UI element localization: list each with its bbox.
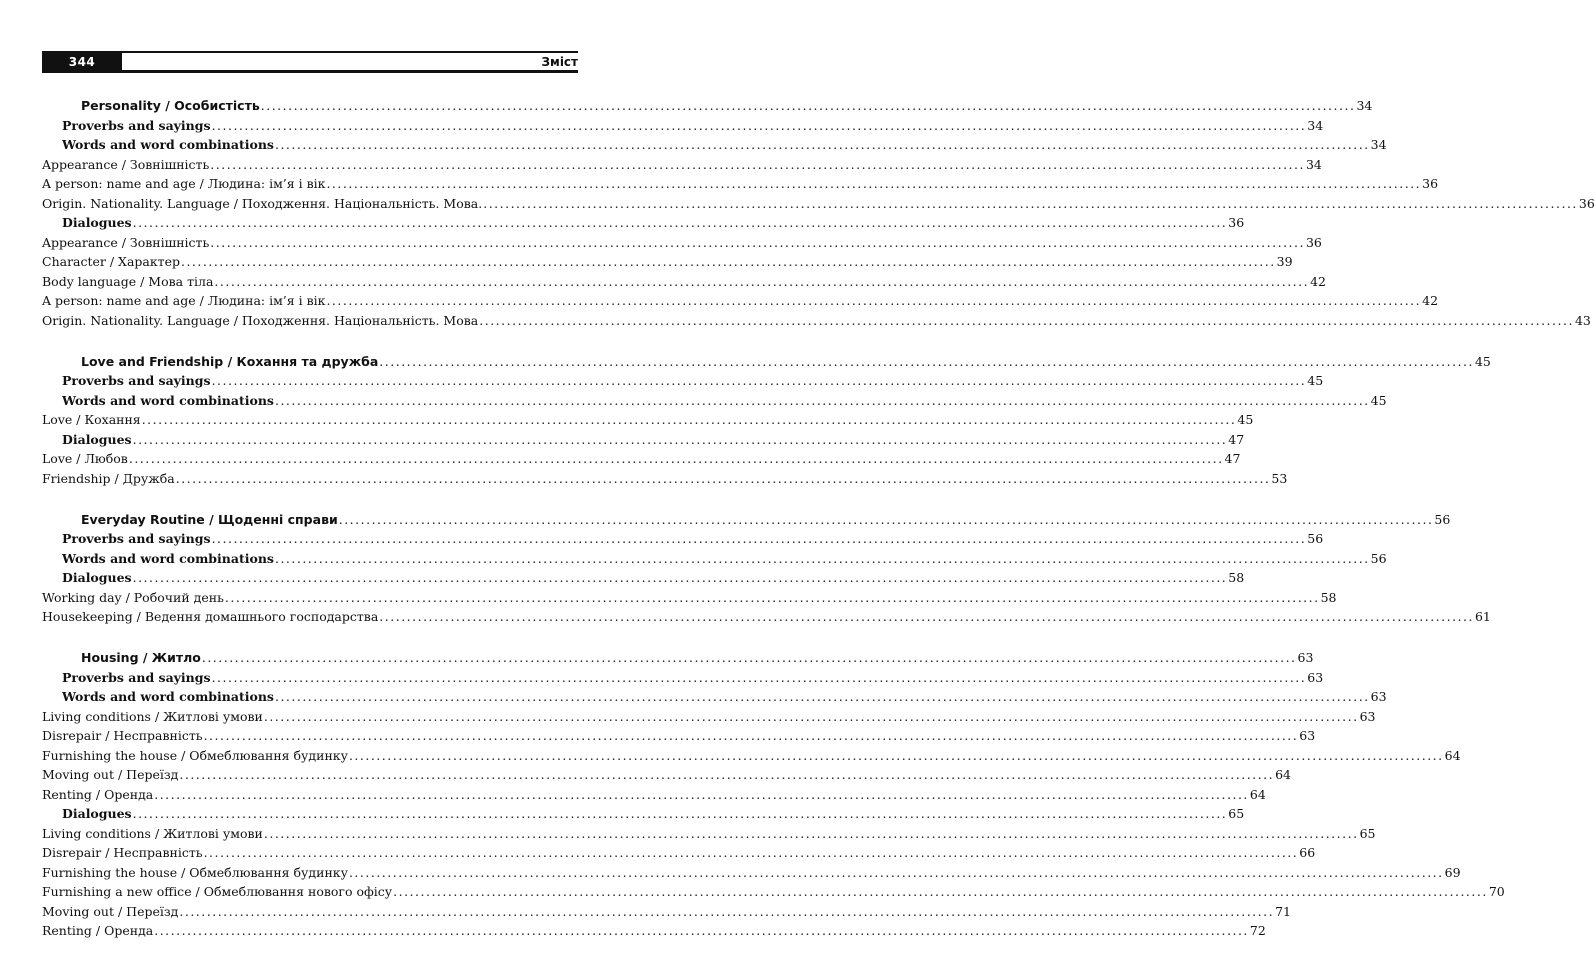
toc-entry-label: Appearance / Зовнішність [42, 156, 210, 172]
toc-entry[interactable] [42, 449, 1241, 469]
dot-leader: ........................................................................................................................................................................................................ [274, 689, 1370, 704]
toc-page-number: 61 [1474, 609, 1491, 624]
toc-section-heading[interactable] [42, 648, 1314, 668]
toc-entry-label: Love and Friendship / Кохання та дружба [81, 353, 379, 369]
toc-entry-label: Furnishing a new office / Обмеблювання нового офісу [42, 884, 393, 899]
toc-section [42, 648, 1505, 941]
dot-leader: ........................................................................................................................................................................................................ [132, 215, 1228, 230]
dot-leader: ........................................................................................................................................................................................................ [379, 353, 1474, 369]
dot-leader: ........................................................................................................................................................................................................ [326, 176, 1422, 191]
toc-page-number: 56 [1370, 550, 1387, 566]
toc-page-number: 63 [1359, 708, 1376, 724]
toc-entry[interactable] [42, 921, 1266, 941]
table-of-contents [42, 96, 1595, 962]
toc-page-number: 36 [1305, 234, 1322, 250]
toc-entry-label: Everyday Routine / Щоденні справи [81, 511, 338, 527]
toc-entry[interactable] [42, 233, 1322, 253]
toc-page-number: 66 [1299, 845, 1316, 860]
toc-entry-label: Renting / Оренда [42, 786, 154, 802]
dot-leader: ........................................................................................................................................................................................................ [203, 845, 1299, 860]
toc-entry-label: Words and word combinations [62, 689, 274, 704]
toc-entry-label: Renting / Оренда [42, 923, 154, 938]
toc-section [42, 96, 1595, 330]
toc-page-number: 34 [1356, 98, 1373, 113]
dot-leader: ........................................................................................................................................................................................................ [214, 273, 1310, 289]
toc-subheading[interactable] [42, 668, 1324, 688]
dot-leader: ........................................................................................................................................................................................................ [203, 728, 1299, 743]
toc-page-number: 56 [1307, 531, 1324, 546]
toc-subheading[interactable] [42, 391, 1387, 411]
dot-leader: ........................................................................................................................................................................................................ [338, 511, 1434, 527]
toc-entry-label: Furnishing the house / Обмеблювання будинку [42, 864, 348, 880]
toc-entry-label: Dialogues [62, 570, 132, 585]
toc-page-number: 56 [1434, 511, 1451, 527]
toc-page-number: 64 [1444, 747, 1461, 763]
dot-leader: ........................................................................................................................................................................................................ [479, 312, 1574, 328]
toc-entry[interactable] [42, 707, 1376, 727]
dot-leader: ........................................................................................................................................................................................................ [211, 531, 1307, 546]
toc-page-number: 63 [1370, 689, 1387, 704]
toc-page-number: 42 [1422, 293, 1439, 308]
toc-entry-label: Origin. Nationality. Language / Походження. Національність. Мова [42, 312, 479, 328]
toc-entry[interactable] [42, 785, 1266, 805]
dot-leader: ........................................................................................................................................................................................................ [348, 747, 1444, 763]
dot-leader: ........................................................................................................................................................................................................ [260, 98, 1356, 113]
toc-page-number: 53 [1271, 470, 1288, 486]
toc-entry[interactable] [42, 863, 1461, 883]
toc-entry[interactable] [42, 843, 1316, 863]
dot-leader: ........................................................................................................................................................................................................ [211, 669, 1307, 685]
dot-leader: ........................................................................................................................................................................................................ [175, 470, 1271, 486]
toc-entry[interactable] [42, 252, 1293, 272]
toc-entry[interactable] [42, 410, 1254, 430]
toc-entry-label: Moving out / Переїзд [42, 903, 179, 919]
toc-page-number: 45 [1307, 373, 1324, 388]
toc-entry[interactable] [42, 588, 1337, 608]
toc-page-number: 65 [1359, 825, 1376, 841]
toc-page-number: 45 [1474, 353, 1491, 369]
toc-page-number: 47 [1228, 431, 1245, 447]
toc-subheading[interactable] [42, 687, 1387, 707]
dot-leader: ........................................................................................................................................................................................................ [274, 550, 1370, 566]
toc-entry[interactable] [42, 291, 1439, 311]
dot-leader: ........................................................................................................................................................................................................ [210, 156, 1305, 172]
toc-entry-label: Proverbs and sayings [62, 117, 211, 133]
toc-subheading[interactable] [42, 529, 1324, 549]
toc-entry[interactable] [42, 155, 1322, 175]
toc-page-number: 47 [1224, 451, 1241, 466]
toc-section-heading[interactable] [42, 510, 1451, 530]
dot-leader: ........................................................................................................................................................................................................ [393, 884, 1488, 899]
toc-page-number: 39 [1276, 254, 1293, 269]
toc-subheading[interactable] [42, 213, 1245, 233]
dot-leader: ........................................................................................................................................................................................................ [128, 451, 1224, 466]
toc-page-number: 34 [1305, 156, 1322, 172]
dot-leader: ........................................................................................................................................................................................................ [348, 864, 1444, 880]
dot-leader: ........................................................................................................................................................................................................ [132, 570, 1228, 585]
toc-page-number: 34 [1370, 137, 1387, 152]
toc-entry-label: Words and word combinations [62, 550, 274, 566]
toc-subheading[interactable] [42, 116, 1324, 136]
dot-leader: ........................................................................................................................................................................................................ [210, 234, 1305, 250]
toc-page-number: 64 [1275, 767, 1291, 782]
toc-entry[interactable] [42, 746, 1461, 766]
toc-entry-label: Disrepair / Несправність [42, 728, 203, 743]
toc-section-heading[interactable] [42, 96, 1373, 116]
toc-entry-label: Friendship / Дружба [42, 470, 175, 486]
toc-entry-label: Furnishing the house / Обмеблювання будинку [42, 747, 348, 763]
toc-entry[interactable] [42, 469, 1288, 489]
toc-entry-label: Dialogues [62, 431, 132, 447]
toc-page-number: 45 [1370, 392, 1387, 408]
toc-section [42, 510, 1491, 627]
dot-leader: ........................................................................................................................................................................................................ [274, 137, 1370, 152]
toc-entry-label: Moving out / Переїзд [42, 767, 179, 782]
toc-entry-label: Working day / Робочий день [42, 589, 224, 605]
toc-page-number: 63 [1307, 669, 1324, 685]
toc-page-number: 43 [1574, 312, 1591, 328]
toc-subheading[interactable] [42, 430, 1245, 450]
toc-entry-label: Proverbs and sayings [62, 373, 211, 388]
toc-entry[interactable] [42, 607, 1491, 627]
toc-page-number: 42 [1310, 273, 1326, 289]
toc-entry[interactable] [42, 882, 1505, 902]
toc-page-number: 69 [1444, 864, 1461, 880]
dot-leader: ........................................................................................................................................................................................................ [211, 373, 1307, 388]
dot-leader: ........................................................................................................................................................................................................ [379, 609, 1474, 624]
toc-entry-label: Proverbs and sayings [62, 669, 211, 685]
toc-page-number: 58 [1228, 570, 1245, 585]
running-header [42, 51, 578, 73]
toc-subheading[interactable] [42, 804, 1245, 824]
dot-leader: ........................................................................................................................................................................................................ [154, 923, 1249, 938]
toc-entry[interactable] [42, 272, 1326, 292]
dot-leader: ........................................................................................................................................................................................................ [141, 412, 1237, 427]
dot-leader: ........................................................................................................................................................................................................ [274, 392, 1370, 408]
toc-page-number: 64 [1249, 786, 1266, 802]
toc-entry-label: Dialogues [62, 215, 132, 230]
toc-entry-label: Housekeeping / Ведення домашнього господарства [42, 609, 379, 624]
page-number: 344 [42, 53, 122, 70]
toc-section-heading[interactable] [42, 352, 1491, 372]
toc-subheading[interactable] [42, 549, 1387, 569]
toc-entry-label: Character / Характер [42, 254, 180, 269]
toc-entry-label: Love / Любов [42, 451, 128, 466]
toc-entry-label: Housing / Житло [81, 650, 201, 665]
toc-entry-label: Words and word combinations [62, 137, 274, 152]
toc-entry[interactable] [42, 824, 1376, 844]
toc-section [42, 352, 1491, 489]
dot-leader: ........................................................................................................................................................................................................ [263, 825, 1359, 841]
dot-leader: ........................................................................................................................................................................................................ [179, 903, 1275, 919]
toc-page-number: 63 [1299, 728, 1316, 743]
toc-page-number: 72 [1249, 923, 1266, 938]
dot-leader: ........................................................................................................................................................................................................ [132, 431, 1228, 447]
toc-page-number: 70 [1488, 884, 1505, 899]
toc-page-number: 34 [1307, 117, 1324, 133]
toc-entry-label: Words and word combinations [62, 392, 274, 408]
toc-entry[interactable] [42, 194, 1595, 214]
toc-entry-label: A person: name and age / Людина: ім’я і вік [42, 293, 326, 308]
toc-entry-label: Proverbs and sayings [62, 531, 211, 546]
dot-leader: ........................................................................................................................................................................................................ [263, 708, 1359, 724]
toc-entry-label: Disrepair / Несправність [42, 845, 203, 860]
dot-leader: ........................................................................................................................................................................................................ [180, 254, 1276, 269]
toc-entry[interactable] [42, 902, 1291, 922]
toc-entry[interactable] [42, 311, 1591, 331]
dot-leader: ........................................................................................................................................................................................................ [224, 589, 1320, 605]
dot-leader: ........................................................................................................................................................................................................ [201, 650, 1297, 665]
toc-page-number: 45 [1237, 412, 1254, 427]
toc-page-number: 71 [1275, 903, 1291, 919]
toc-entry-label: Dialogues [62, 806, 132, 821]
toc-entry[interactable] [42, 726, 1316, 746]
toc-page-number: 65 [1228, 806, 1245, 821]
dot-leader: ........................................................................................................................................................................................................ [179, 767, 1275, 782]
header-title: Зміст [541, 54, 578, 69]
toc-page-number: 63 [1297, 650, 1314, 665]
dot-leader: ........................................................................................................................................................................................................ [326, 293, 1422, 308]
toc-page-number: 36 [1228, 215, 1245, 230]
toc-entry-label: Living conditions / Житлові умови [42, 825, 263, 841]
dot-leader: ........................................................................................................................................................................................................ [483, 195, 1578, 211]
toc-entry[interactable] [42, 174, 1439, 194]
toc-entry-label: A person: name and age / Людина: ім’я і вік [42, 176, 326, 191]
toc-page-number: 58 [1320, 589, 1337, 605]
toc-page-number: 36 [1422, 176, 1439, 191]
toc-entry[interactable] [42, 765, 1291, 785]
toc-entry-label: Personality / Особистість [81, 98, 260, 113]
toc-page-number: 36 [1578, 195, 1595, 211]
toc-entry-label: Appearance / Зовнішність [42, 234, 210, 250]
toc-entry-label: Body language / Мова тіла [42, 273, 214, 289]
toc-subheading[interactable] [42, 568, 1245, 588]
dot-leader: ........................................................................................................................................................................................................ [154, 786, 1249, 802]
toc-subheading[interactable] [42, 135, 1387, 155]
dot-leader: ........................................................................................................................................................................................................ [211, 117, 1307, 133]
toc-entry-label: Living conditions / Житлові умови [42, 708, 263, 724]
dot-leader: ........................................................................................................................................................................................................ [132, 806, 1228, 821]
toc-entry-label: Origin. Nationality. Language / Походження. Національність. Мова. [42, 195, 483, 211]
toc-subheading[interactable] [42, 371, 1324, 391]
toc-entry-label: Love / Кохання [42, 412, 141, 427]
